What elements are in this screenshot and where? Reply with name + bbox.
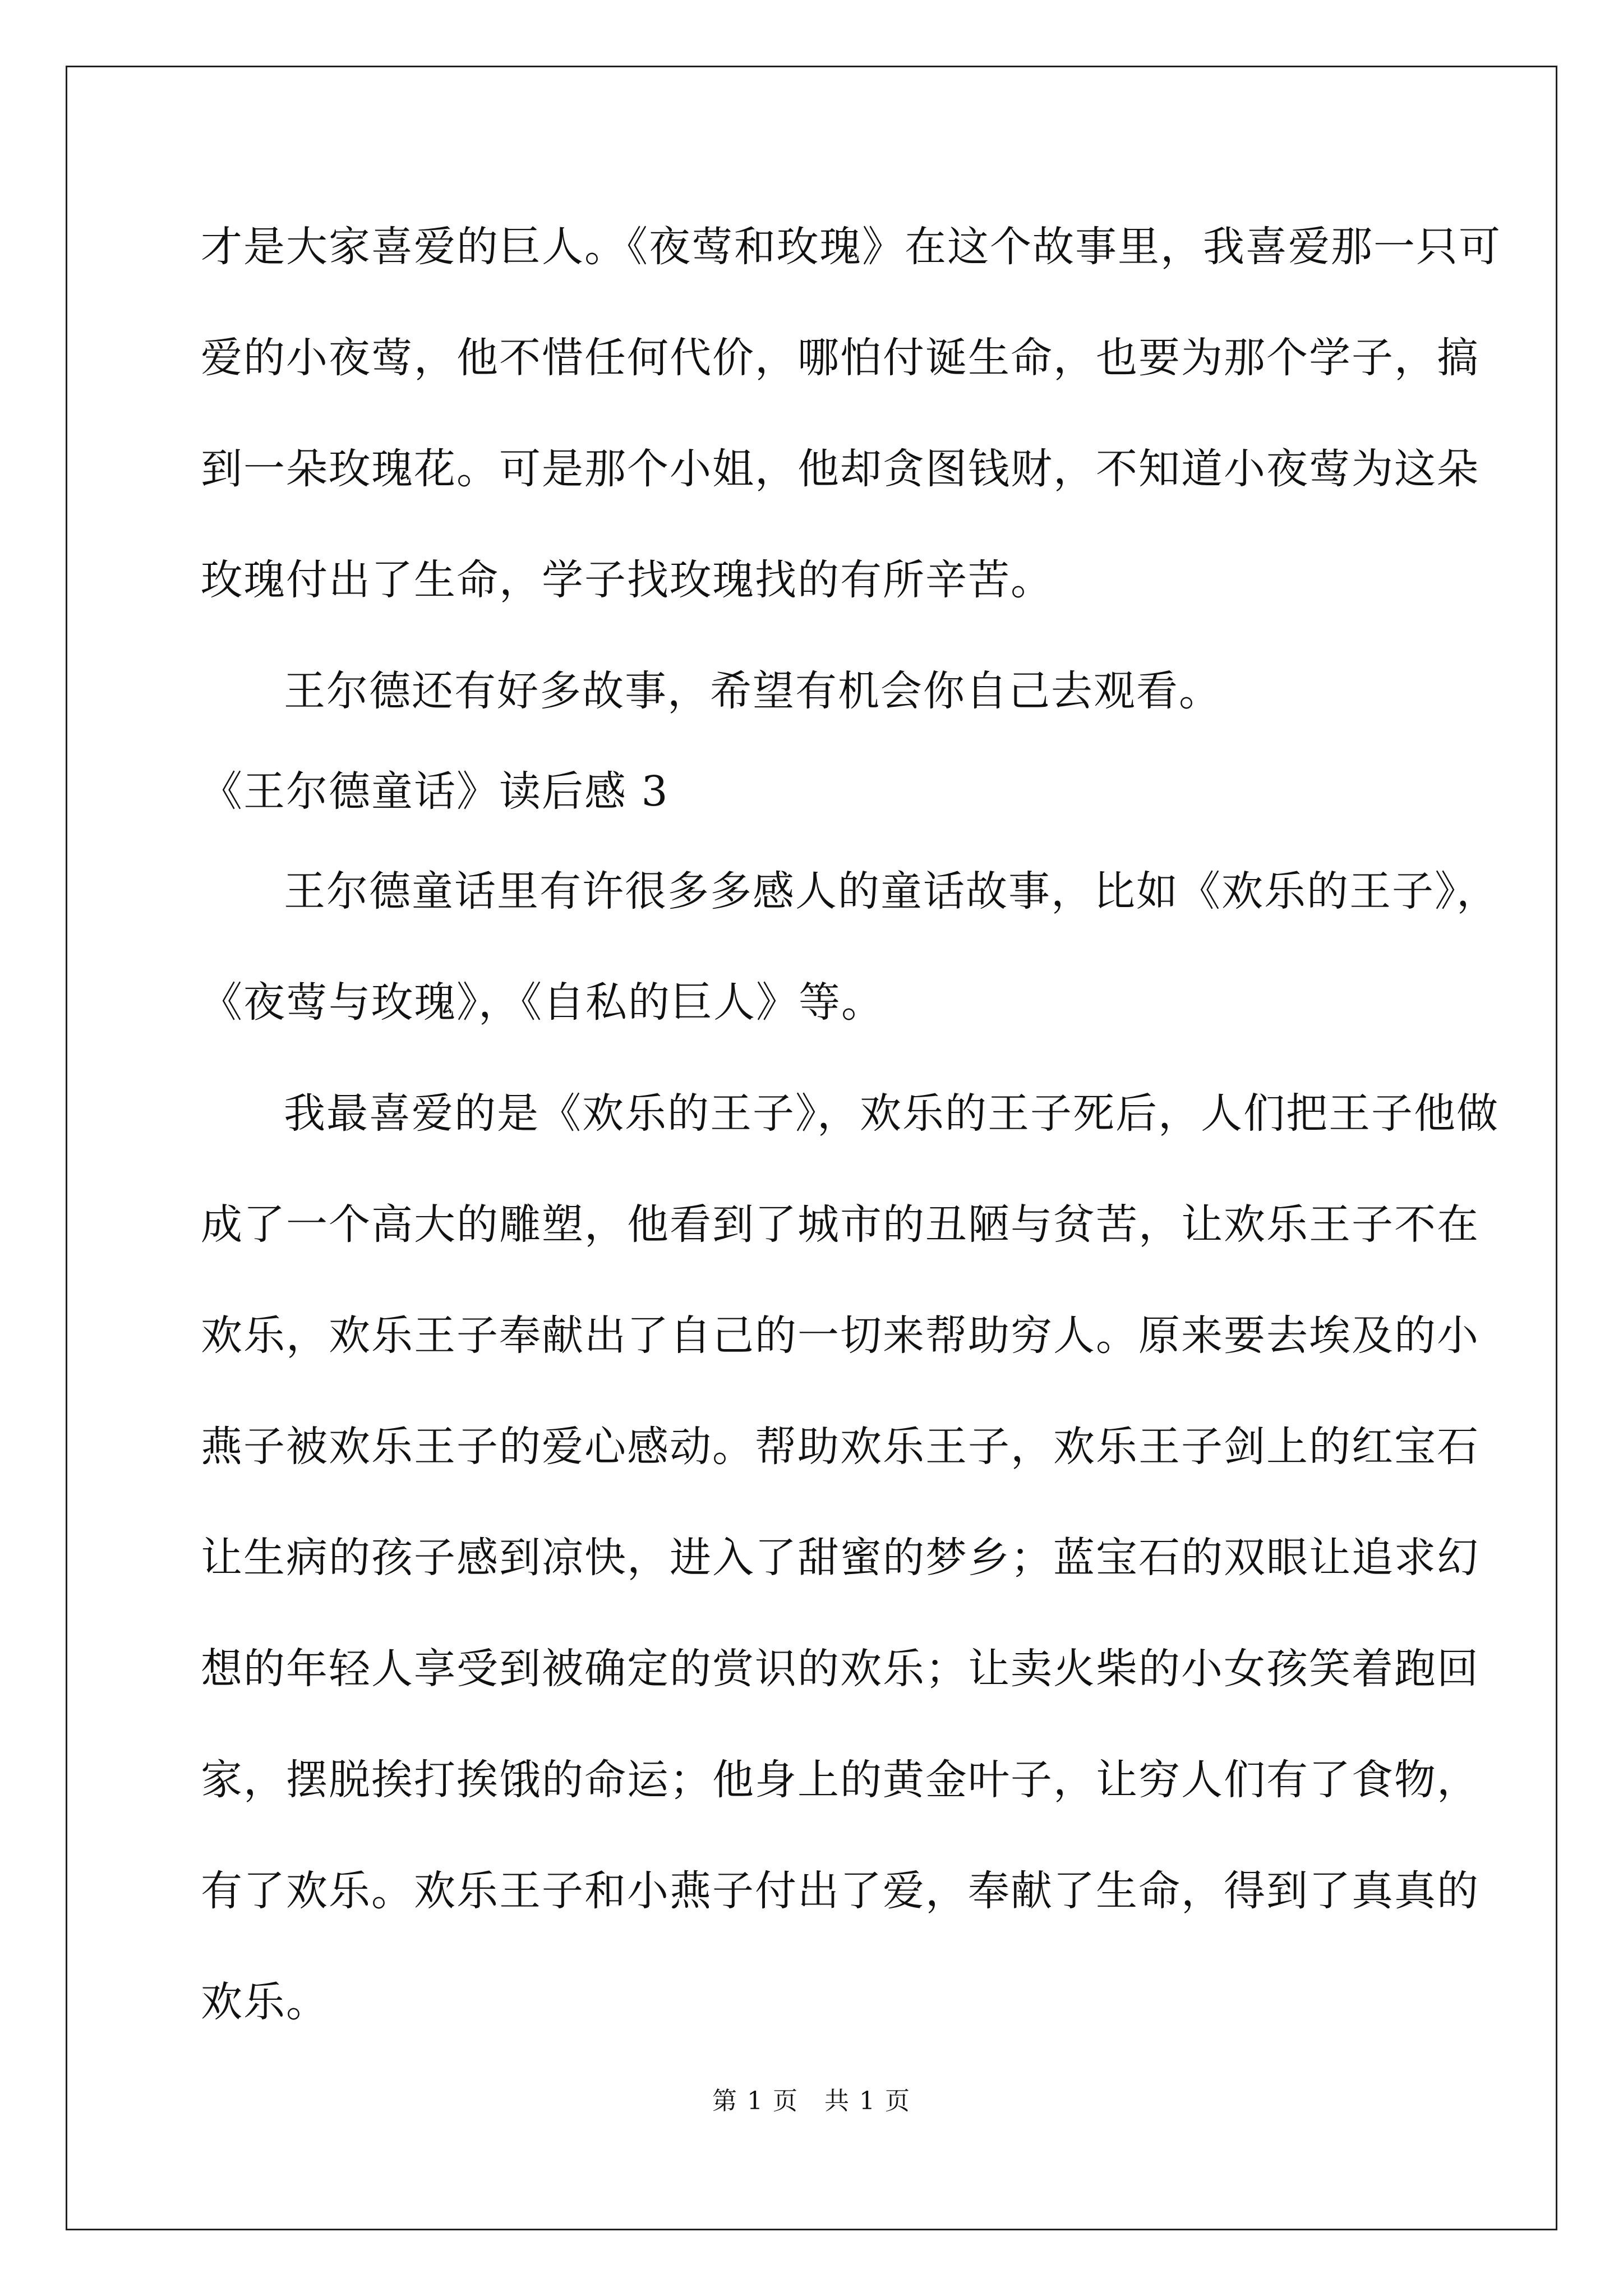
paragraph-line: 成了一个高大的雕塑，他看到了城市的丑陋与贫苦，让欢乐王子不在	[201, 1200, 1479, 1249]
paragraph-line: 让生病的孩子感到凉快，进入了甜蜜的梦乡；蓝宝石的双眼让追求幻	[201, 1534, 1479, 1582]
paragraph-line: 欢乐，欢乐王子奉献出了自己的一切来帮助穷人。原来要去埃及的小	[201, 1312, 1479, 1360]
paragraph-line: 王尔德还有好多故事，希望有机会你自己去观看。	[284, 667, 1221, 715]
paragraph-line: 想的年轻人享受到被确定的赏识的欢乐；让卖火柴的小女孩笑着跑回	[201, 1645, 1479, 1693]
paragraph-line: 王尔德童话里有许很多多感人的童话故事，比如《欢乐的王子》，	[284, 867, 1499, 915]
paragraph-line: 欢乐。	[201, 1978, 329, 2026]
paragraph-line: 爱的小夜莺，他不惜任何代价，哪怕付诞生命，也要为那个学子，搞	[201, 334, 1479, 382]
paragraph-line: 家，摆脱挨打挨饿的命运；他身上的黄金叶子，让穷人们有了食物，	[201, 1756, 1479, 1804]
paragraph-line: 到一朵玫瑰花。可是那个小姐，他却贪图钱财，不知道小夜莺为这朵	[201, 445, 1479, 493]
paragraph-line: 《夜莺与玫瑰》，《自私的巨人》等。	[201, 978, 884, 1027]
paragraph-line: 有了欢乐。欢乐王子和小燕子付出了爱，奉献了生命，得到了真真的	[201, 1867, 1479, 1915]
paragraph-line: 才是大家喜爱的巨人。《夜莺和玫瑰》在这个故事里，我喜爱那一只可	[201, 223, 1501, 271]
paragraph-line: 燕子被欢乐王子的爱心感动。帮助欢乐王子，欢乐王子剑上的红宝石	[201, 1423, 1479, 1471]
page-number: 第 1 页 共 1 页	[712, 2087, 911, 2115]
paragraph-line: 我最喜爱的是《欢乐的王子》，欢乐的王子死后，人们把王子他做	[284, 1089, 1499, 1138]
paragraph-line: 玫瑰付出了生命，学子找玫瑰找的有所辛苦。	[201, 556, 1053, 604]
section-heading: 《王尔德童话》读后感 3	[201, 767, 669, 816]
